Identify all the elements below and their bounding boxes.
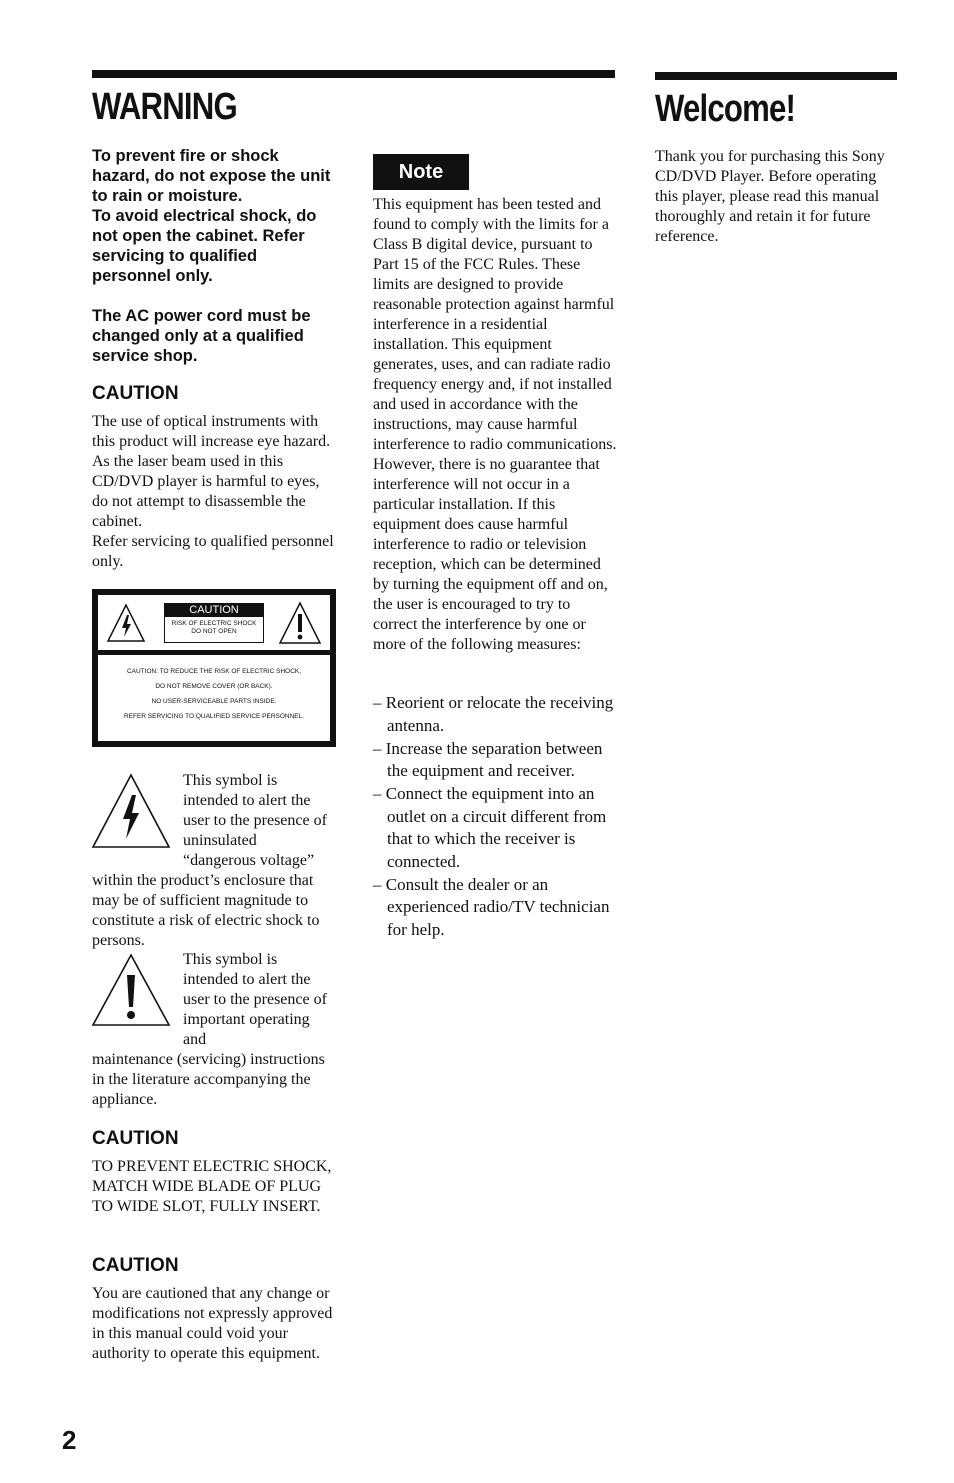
welcome-text: Thank you for purchasing this Sony CD/DVD Player. Before operating this player, please read this manual thoroughly and retain it for future reference. <box>655 148 885 245</box>
caution-text-2: TO PREVENT ELECTRIC SHOCK, MATCH WIDE BLADE OF PLUG TO WIDE SLOT, FULLY INSERT. <box>92 1158 332 1215</box>
label-caution-title: CAUTION <box>165 604 263 617</box>
caution-text-1 <box>92 412 334 572</box>
warning-heading: WARNING <box>92 86 237 128</box>
dangerous-voltage-symbol-icon <box>91 773 171 849</box>
caution-heading-2: CAUTION <box>92 1128 179 1149</box>
label-line4: REFER SERVICING TO QUALIFIED SERVICE PERSONNEL. <box>123 713 305 720</box>
caution-label-bottom-panel <box>98 655 330 741</box>
warning-heading-rule <box>92 70 615 78</box>
label-line3: NO USER-SERVICEABLE PARTS INSIDE. <box>151 698 277 705</box>
list-item: – Connect the equipment into an outlet on a circuit different from that to which the receiver is connected. <box>373 784 607 871</box>
symbol2-rest-text: maintenance (servicing) instructions in the literature accompanying the appliance. <box>92 1051 325 1108</box>
welcome-heading-rule <box>655 72 897 80</box>
exclamation-warning-icon <box>278 601 322 645</box>
symbol1-rest-text: within the product’s enclosure that may be of sufficient magnitude to constitute a risk of electric shock to persons. <box>92 872 320 949</box>
caution-heading-3: CAUTION <box>92 1255 179 1276</box>
symbol2-side-text: This symbol is intended to alert the user to the presence of important operating and <box>183 951 327 1048</box>
caution-text-1-p1: The use of optical instruments with this product will increase eye hazard. As the laser beam used in this CD/DVD player is harmful to eyes, do not attempt to disassemble the cabinet. <box>92 413 331 530</box>
note-text: This equipment has been tested and found to comply with the limits for a Class B digital device, pursuant to Part 15 of the FCC Rules. These limits are designed to provide reasonable protection against harmful interference in a residential installation. This equipment generates, uses, and can radiate radio frequency energy and, if not installed and used in accordance with the instructions, may cause harmful interference to radio communications. However, there is no guarantee that interference will not occur in a particular installation. If this equipment does cause harmful interference to radio or television reception, which can be determined by turning the equipment off and on, the user is encouraged to try to correct the interference by one or more of the following measures: <box>373 196 617 653</box>
warning-text-1: To prevent fire or shock hazard, do not expose the unit to rain or moisture. <box>92 147 331 205</box>
warning-text-3: The AC power cord must be changed only at a qualified service shop. <box>92 307 311 365</box>
important-instructions-symbol-icon <box>91 953 171 1027</box>
caution-label-top-panel <box>98 595 330 650</box>
warning-text-2: To avoid electrical shock, do not open the cabinet. Refer servicing to qualified personnel only. <box>92 207 317 285</box>
list-item: – Consult the dealer or an experienced radio/TV technician for help. <box>373 874 610 939</box>
caution-heading-1: CAUTION <box>92 383 179 404</box>
label-risk-line2: DO NOT OPEN <box>191 628 237 635</box>
interference-measures-list <box>373 692 617 942</box>
list-item: – Reorient or relocate the receiving antenna. <box>373 693 614 735</box>
symbol1-side-text: This symbol is intended to alert the user to the presence of uninsulated “dangerous voltage” <box>183 772 327 869</box>
label-risk-line1: RISK OF ELECTRIC SHOCK <box>171 620 257 627</box>
label-line1: CAUTION: TO REDUCE THE RISK OF ELECTRIC SHOCK, <box>126 668 302 675</box>
list-item: – Increase the separation between the equipment and receiver. <box>373 738 603 780</box>
caution-text-1-p2: Refer servicing to qualified personnel only. <box>92 533 334 570</box>
label-line2: DO NOT REMOVE COVER (OR BACK). <box>155 683 273 690</box>
lightning-warning-icon <box>106 603 146 643</box>
caution-text-3: You are cautioned that any change or modifications not expressly approved in this manual could void your authority to operate this equipment. <box>92 1285 333 1362</box>
label-caution-box <box>164 603 264 643</box>
welcome-heading: Welcome! <box>655 88 796 130</box>
caution-label <box>92 589 336 747</box>
page-number: 2 <box>62 1425 77 1455</box>
note-badge: Note <box>373 154 469 190</box>
